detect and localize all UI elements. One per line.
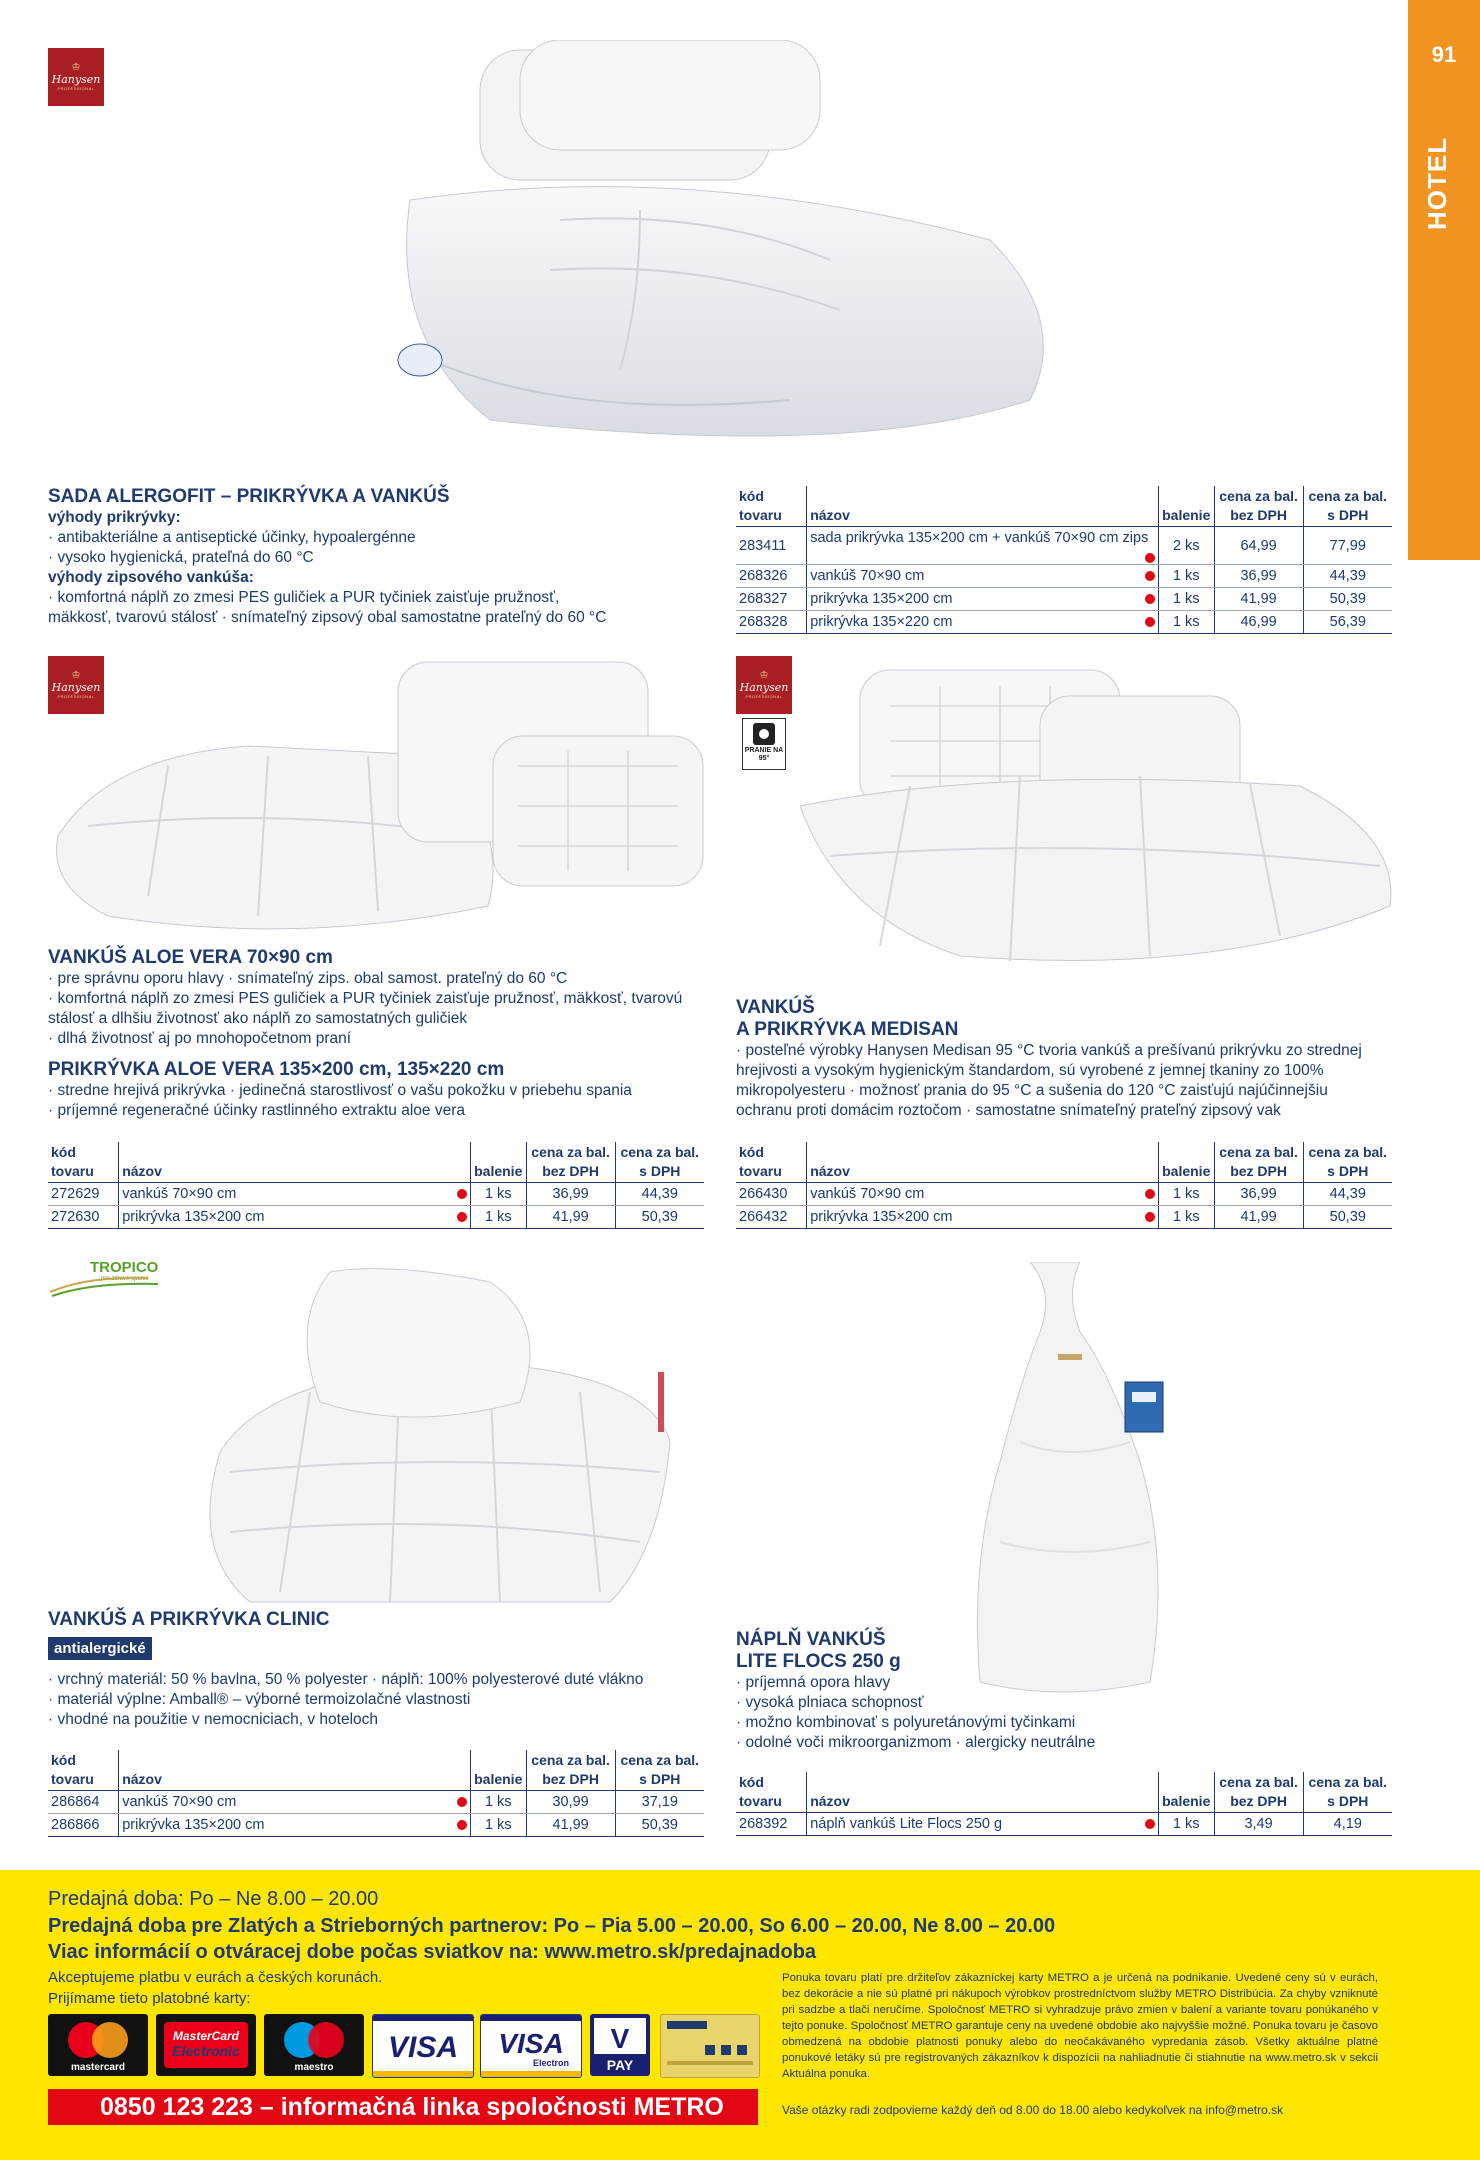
- cell-code: 283411: [736, 527, 807, 565]
- washing-icon: [753, 723, 775, 745]
- cell-price-in: 77,99: [1303, 527, 1392, 565]
- clinic-line: · materiál výplne: Amball® – výborné termoizolačné vlastnosti: [48, 1690, 643, 1710]
- electronic-label: Electronic: [172, 2043, 240, 2059]
- clinic-line: · vrchný materiál: 50 % bavlna, 50 % polyester · náplň: 100% polyesterové duté vlákno: [48, 1670, 643, 1690]
- section-label: HOTEL: [1422, 136, 1452, 230]
- cell-price-ex: 3,49: [1214, 1813, 1303, 1836]
- cell-code: 286864: [48, 1791, 119, 1814]
- aloe-pillow-description: [48, 969, 682, 1049]
- col-pack: balenie: [470, 1142, 526, 1183]
- maestro-label: maestro: [294, 2062, 334, 2073]
- vpay-icon: [590, 2014, 650, 2076]
- flocs-title-line1: NÁPLŇ VANKÚŠ: [736, 1629, 886, 1650]
- flocs-price-table: [736, 1772, 1392, 1836]
- table-row: [736, 1206, 1392, 1229]
- aloe-line: · dlhá životnosť aj po mnohopočetnom praní: [48, 1029, 682, 1049]
- contact-note: Vaše otázky radi zodpovieme každý deň od 8.00 do 18.00 alebo kedykoľvek na info@metro.sk: [782, 2103, 1284, 2117]
- col-price-ex: cena za bal. bez DPH: [1214, 1142, 1303, 1183]
- cell-price-ex: 64,99: [1214, 527, 1303, 565]
- washing-95-badge: [742, 718, 786, 770]
- cell-price-in: 50,39: [1303, 588, 1392, 611]
- new-dot-icon: [457, 1189, 467, 1199]
- flocs-line: · odolné voči mikroorganizmom · alergicky neutrálne: [736, 1733, 1095, 1753]
- vpay-label: PAY: [606, 2057, 634, 2073]
- cell-name: prikrývka 135×220 cm: [807, 611, 1159, 634]
- col-name: názov: [119, 1750, 471, 1791]
- cell-price-ex: 41,99: [526, 1206, 615, 1229]
- table-row: [736, 1183, 1392, 1206]
- new-dot-icon: [1145, 594, 1155, 604]
- aloe-price-table: [48, 1142, 704, 1229]
- flocs-line: · možno kombinovať s polyuretánovými tyčinkami: [736, 1713, 1095, 1733]
- cell-name: vankúš 70×90 cm: [807, 1183, 1159, 1206]
- cell-price-ex: 41,99: [526, 1814, 615, 1837]
- tropico-tagline: ...pre zdravé spanie: [96, 1276, 149, 1282]
- table-row: [48, 1183, 704, 1206]
- table-row: [736, 527, 1392, 565]
- alergofit-line: mäkkosť, tvarovú stálosť · snímateľný zipsový obal samostatne prateľný do 60 °C: [48, 609, 607, 626]
- medisan-title-line1: VANKÚŠ: [736, 997, 815, 1018]
- mastercard-logo: [48, 2014, 148, 2076]
- col-name: názov: [807, 1772, 1159, 1813]
- cell-price-in: 50,39: [1303, 1206, 1392, 1229]
- antiallergic-badge: antialergické: [48, 1637, 152, 1660]
- hanysen-brand: Hanysen: [51, 73, 101, 86]
- cell-price-ex: 36,99: [1214, 565, 1303, 588]
- cell-code: 272630: [48, 1206, 119, 1229]
- alergofit-line: výhody prikrývky:: [48, 509, 181, 526]
- cell-code: 268328: [736, 611, 807, 634]
- cell-pack: 1 ks: [1158, 565, 1214, 588]
- aloe-line: · stredne hrejivá prikrývka · jedinečná starostlivosť o vašu pokožku v priebehu spania: [48, 1081, 632, 1101]
- cell-pack: 1 ks: [470, 1791, 526, 1814]
- maestro-logo: [264, 2014, 364, 2076]
- cell-price-in: 56,39: [1303, 611, 1392, 634]
- col-pack: balenie: [1158, 486, 1214, 527]
- cell-name: vankúš 70×90 cm: [807, 565, 1159, 588]
- col-name: názov: [807, 1142, 1159, 1183]
- hanysen-sub: PROFESSIONAL: [745, 694, 783, 699]
- clinic-title: VANKÚŠ A PRIKRÝVKA CLINIC: [48, 1609, 330, 1630]
- cell-price-ex: 30,99: [526, 1791, 615, 1814]
- cell-pack: 1 ks: [1158, 611, 1214, 634]
- tropico-logo: [48, 1258, 178, 1298]
- alergofit-description: [48, 508, 606, 628]
- col-price-ex: cena za bal. bez DPH: [1214, 1772, 1303, 1813]
- col-code: kód tovaru: [736, 486, 807, 527]
- visa-logo: [372, 2014, 474, 2078]
- col-name: názov: [119, 1142, 471, 1183]
- cell-code: 266430: [736, 1183, 807, 1206]
- cell-price-in: 44,39: [1303, 1183, 1392, 1206]
- cell-code: 266432: [736, 1206, 807, 1229]
- crown-icon: ♔: [71, 62, 81, 73]
- cell-code: 272629: [48, 1183, 119, 1206]
- cell-price-in: 4,19: [1303, 1813, 1392, 1836]
- table-row: [48, 1814, 704, 1837]
- alergofit-line: · vysoko hygienická, prateľná do 60 °C: [48, 548, 606, 568]
- electron-sub-label: Electron: [532, 2058, 570, 2068]
- table-row: [736, 565, 1392, 588]
- clinic-line: · vhodné na použitie v nemocniciach, v hoteloch: [48, 1710, 643, 1730]
- col-code: kód tovaru: [736, 1142, 807, 1183]
- cell-name: prikrývka 135×200 cm: [807, 1206, 1159, 1229]
- cell-price-ex: 36,99: [526, 1183, 615, 1206]
- cell-pack: 1 ks: [470, 1183, 526, 1206]
- cell-name: vankúš 70×90 cm: [119, 1183, 471, 1206]
- visa-icon: [373, 2015, 473, 2077]
- flocs-product-image: [960, 1262, 1180, 1702]
- medisan-product-image: [800, 656, 1400, 976]
- col-price-in: cena za bal. s DPH: [615, 1750, 704, 1791]
- new-dot-icon: [1145, 1819, 1155, 1829]
- page-number: 91: [1431, 42, 1457, 67]
- col-pack: balenie: [1158, 1772, 1214, 1813]
- metro-card-image: [660, 2014, 760, 2078]
- medisan-line: · posteľné výrobky Hanysen Medisan 95 °C tvoria vankúš a prešívanú prikrývku zo strednej: [736, 1041, 1362, 1061]
- new-dot-icon: [1145, 1189, 1155, 1199]
- col-name: názov: [807, 486, 1159, 527]
- metro-card-icon: [661, 2015, 759, 2077]
- cell-price-ex: 36,99: [1214, 1183, 1303, 1206]
- col-price-ex: cena za bal. bez DPH: [526, 1142, 615, 1183]
- hanysen-sub: PROFESSIONAL: [57, 86, 95, 91]
- col-price-in: cena za bal. s DPH: [1303, 486, 1392, 527]
- aloe-pillow-title: VANKÚŠ ALOE VERA 70×90 cm: [48, 947, 333, 968]
- cell-code: 286866: [48, 1814, 119, 1837]
- col-price-in: cena za bal. s DPH: [1303, 1142, 1392, 1183]
- new-dot-icon: [1145, 1212, 1155, 1222]
- new-dot-icon: [457, 1797, 467, 1807]
- table-row: [736, 588, 1392, 611]
- cell-name: prikrývka 135×200 cm: [119, 1206, 471, 1229]
- cell-price-in: 37,19: [615, 1791, 704, 1814]
- cell-pack: 1 ks: [1158, 1183, 1214, 1206]
- crown-icon: ♔: [71, 670, 81, 681]
- cell-price-in: 50,39: [615, 1206, 704, 1229]
- medisan-line: hrejivosti a vysokým hygienickým štandardom, sú vyrobené z jemnej tkaniny zo 100%: [736, 1062, 1324, 1079]
- cell-pack: 1 ks: [1158, 1206, 1214, 1229]
- aloe-duvet-title: PRIKRÝVKA ALOE VERA 135×200 cm, 135×220 cm: [48, 1059, 505, 1080]
- aloe-product-image: [48, 656, 708, 936]
- clinic-description: [48, 1670, 643, 1730]
- col-price-in: cena za bal. s DPH: [615, 1142, 704, 1183]
- cell-code: 268327: [736, 588, 807, 611]
- table-row: [48, 1791, 704, 1814]
- new-dot-icon: [457, 1820, 467, 1830]
- hotline-bar: 0850 123 223 – informačná linka spoločnosti METRO: [48, 2089, 758, 2125]
- alergofit-line: · antibakteriálne a antiseptické účinky, hypoalergénne: [48, 528, 606, 548]
- new-dot-icon: [1145, 571, 1155, 581]
- maestro-icon: [264, 2014, 364, 2076]
- flocs-line: · vysoká plniaca schopnosť: [736, 1693, 1095, 1713]
- medisan-price-table: [736, 1142, 1392, 1229]
- visa-electron-label: VISA: [498, 2028, 564, 2059]
- aloe-line: · komfortná náplň zo zmesi PES guličiek a PUR tyčiniek zaisťuje pružnosť, mäkkosť, tvarovú: [48, 989, 682, 1009]
- alergofit-product-image: [370, 40, 1090, 460]
- col-pack: balenie: [470, 1750, 526, 1791]
- aloe-line: · pre správnu oporu hlavy · snímateľný zips. obal samost. prateľný do 60 °C: [48, 969, 682, 989]
- visa-electron-logo: [480, 2014, 582, 2078]
- hanysen-sub: PROFESSIONAL: [57, 694, 95, 699]
- cell-name: prikrývka 135×200 cm: [807, 588, 1159, 611]
- col-price-in: cena za bal. s DPH: [1303, 1772, 1392, 1813]
- clinic-price-table: [48, 1750, 704, 1837]
- holiday-info: Viac informácií o otváracej dobe počas sviatkov na: www.metro.sk/predajnadoba: [48, 1941, 817, 1963]
- table-header-row: [736, 486, 1392, 527]
- col-price-ex: cena za bal. bez DPH: [1214, 486, 1303, 527]
- mastercard-electronic-icon: [156, 2014, 256, 2076]
- cell-code: 268326: [736, 565, 807, 588]
- aloe-duvet-description: [48, 1081, 632, 1121]
- cell-price-ex: 41,99: [1214, 1206, 1303, 1229]
- alergofit-line: · komfortná náplň zo zmesi PES guličiek a PUR tyčiniek zaisťuje pružnosť,: [48, 588, 606, 608]
- hanysen-logo: [48, 48, 104, 106]
- table-row: [736, 611, 1392, 634]
- opening-hours: Predajná doba: Po – Ne 8.00 – 20.00: [48, 1888, 379, 1910]
- table-header-row: [48, 1750, 704, 1791]
- hanysen-logo: [736, 656, 792, 714]
- medisan-line: ochranu proti domácim roztočom · samostatne snímateľný prateľný zipsový vak: [736, 1102, 1281, 1119]
- cards-intro: Prijímame tieto platobné karty:: [48, 1990, 251, 2007]
- alergofit-line: výhody zipsového vankúša:: [48, 569, 254, 586]
- aloe-line: stálosť a dlhšiu životnosť ako náplň zo samostatných guličiek: [48, 1010, 468, 1027]
- cell-name: prikrývka 135×200 cm: [119, 1814, 471, 1837]
- cell-pack: 1 ks: [470, 1814, 526, 1837]
- table-row: [48, 1206, 704, 1229]
- cell-code: 268392: [736, 1813, 807, 1836]
- cell-price-in: 50,39: [615, 1814, 704, 1837]
- cell-name: náplň vankúš Lite Flocs 250 g: [807, 1813, 1159, 1836]
- washing-label: PRANIE NA 95°: [744, 747, 784, 762]
- cell-pack: 1 ks: [470, 1206, 526, 1229]
- table-header-row: [736, 1142, 1392, 1183]
- cell-name: vankúš 70×90 cm: [119, 1791, 471, 1814]
- crown-icon: ♔: [759, 670, 769, 681]
- tropico-brand: TROPICO: [90, 1259, 159, 1276]
- clinic-product-image: [190, 1262, 690, 1612]
- new-dot-icon: [1145, 553, 1155, 563]
- partner-hours: Predajná doba pre Zlatých a Strieborných partnerov: Po – Pia 5.00 – 20.00, So 6.00 – 20.00, Ne 8.00 – 20.00: [48, 1915, 1056, 1937]
- table-row: [736, 1813, 1392, 1836]
- vpay-logo: [590, 2014, 650, 2076]
- alergofit-price-table: [736, 486, 1392, 634]
- mastercard-icon: [48, 2014, 148, 2076]
- new-dot-icon: [457, 1212, 467, 1222]
- col-pack: balenie: [1158, 1142, 1214, 1183]
- section-tab: [1408, 0, 1480, 560]
- mastercard-label: mastercard: [71, 2062, 125, 2073]
- vpay-v-label: V: [610, 2023, 630, 2054]
- cell-pack: 1 ks: [1158, 1813, 1214, 1836]
- visa-label: VISA: [387, 2031, 459, 2064]
- flocs-title-line2: LITE FLOCS 250 g: [736, 1651, 901, 1672]
- cell-price-ex: 46,99: [1214, 611, 1303, 634]
- col-code: kód tovaru: [736, 1772, 807, 1813]
- cell-pack: 2 ks: [1158, 527, 1214, 565]
- aloe-line: · príjemné regeneračné účinky rastlinného extraktu aloe vera: [48, 1101, 632, 1121]
- visa-electron-icon: [481, 2015, 581, 2077]
- new-dot-icon: [1145, 617, 1155, 627]
- hanysen-brand: Hanysen: [739, 681, 789, 694]
- alergofit-title: SADA ALERGOFIT – PRIKRÝVKA A VANKÚŠ: [48, 486, 450, 507]
- cell-price-in: 44,39: [1303, 565, 1392, 588]
- table-header-row: [48, 1142, 704, 1183]
- hanysen-brand: Hanysen: [51, 681, 101, 694]
- cell-price-in: 44,39: [615, 1183, 704, 1206]
- flocs-line: · príjemná opora hlavy: [736, 1673, 1095, 1693]
- medisan-description: [736, 1041, 1362, 1121]
- legal-disclaimer: Ponuka tovaru platí pre držiteľov zákazníckej karty METRO a je určená na podnikanie. Uvedené ceny sú v eurách, bez dekorácie a nie sú platné pri nákupoch výrobkov prostredníctvom služby METRO Distribúcia. Za chyby vzniknuté pri sadzbe a tlači neručíme. Spoločnosť METRO si vyhradzuje právo zmien v balení a variante tovaru ponúkaného v tejto ponuke. Spoločnosť METRO garantuje ceny na uvedené obdobie ako najvyššie možné. Ponuka tovaru je časovo obmedzená na obdobie platnosti ponuky alebo do neočakávaného vypredania zásob. Všetky aktuálne platné ponukové letáky sú pre registrovaných zákazníkov k dispozícii na nahliadnutie či stiahnutie na www.metro.sk v sekcii Aktuálna ponuka.: [782, 1972, 1378, 2080]
- col-code: kód tovaru: [48, 1142, 119, 1183]
- mastercard-electronic-logo: [156, 2014, 256, 2076]
- col-code: kód tovaru: [48, 1750, 119, 1791]
- mastercard-electronic-label: MasterCard: [172, 2029, 240, 2043]
- flocs-description: [736, 1673, 1095, 1753]
- medisan-line: mikropolyesteru · možnosť prania do 95 °C a sušenia do 120 °C zaisťujú najúčinnejšiu: [736, 1082, 1328, 1099]
- cell-name: sada prikrývka 135×200 cm + vankúš 70×90 cm zips: [807, 527, 1159, 565]
- table-header-row: [736, 1772, 1392, 1813]
- currency-note: Akceptujeme platbu v eurách a českých korunách.: [48, 1969, 383, 1986]
- cell-price-ex: 41,99: [1214, 588, 1303, 611]
- medisan-title-line2: A PRIKRÝVKA MEDISAN: [736, 1019, 959, 1040]
- col-price-ex: cena za bal. bez DPH: [526, 1750, 615, 1791]
- cell-pack: 1 ks: [1158, 588, 1214, 611]
